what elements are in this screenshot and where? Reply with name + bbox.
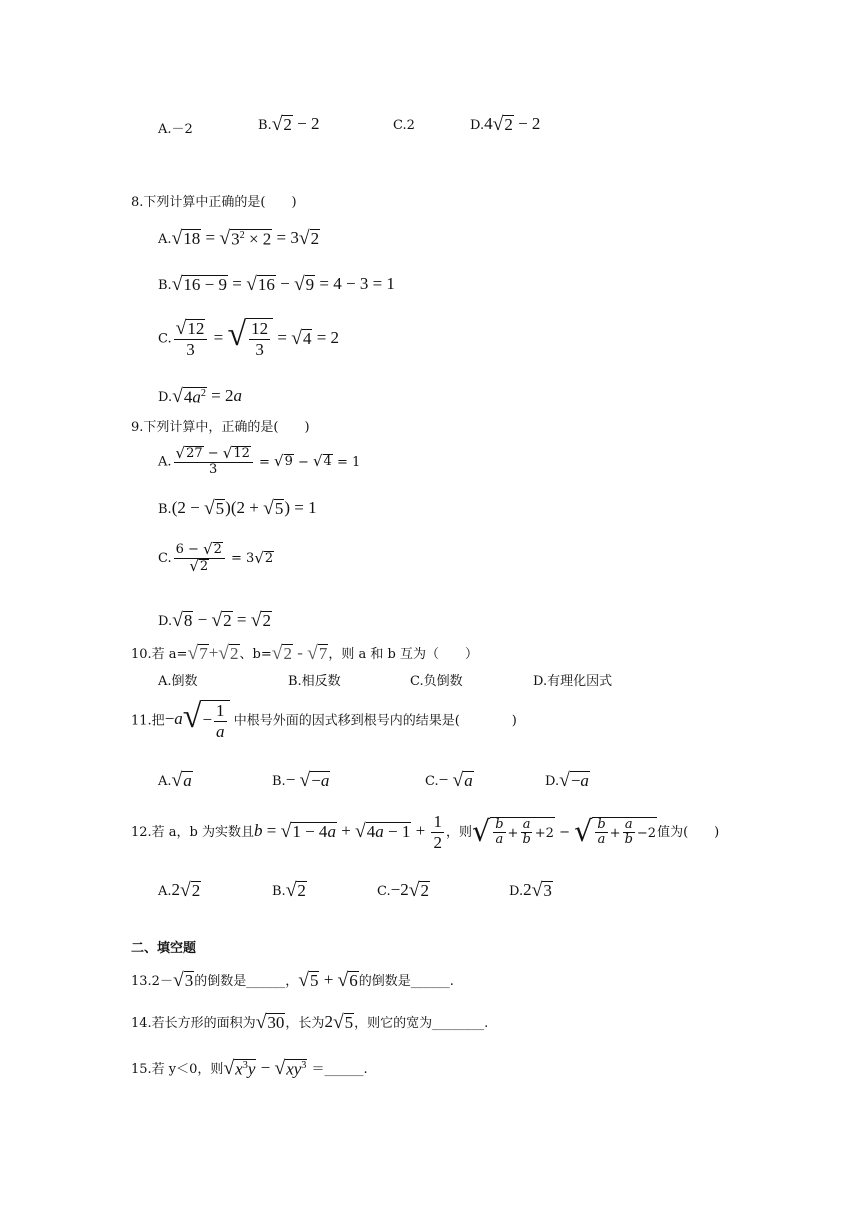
- q7-option-a: A.－2: [158, 122, 193, 137]
- q12-option-a: A.2 √ 2: [158, 880, 201, 902]
- q11-option-d: D. √ −a: [545, 770, 589, 792]
- q10-option-a: A.倒数: [158, 674, 198, 689]
- q8-option-d: D. √ $4a^2$ = 2a: [158, 385, 243, 407]
- q9-option-a: A. √ 27 − √ 12 3 = √ 9 − √ 4 = 1: [158, 444, 361, 478]
- q9-option-b: B.(2 − √ 5 )(2 + √ 5 ) = 1: [158, 498, 317, 520]
- q10-stem: 10.若 a= √ 7 + √ 2 、b= √ 2 - √ 7 ，则 a 和 b 互为（ ）: [131, 643, 478, 665]
- q8-option-a: A. √ 18 = √ $3^2 \times 2$ = 3 √ 2: [158, 227, 320, 250]
- q11-option-a: A. √ a: [158, 770, 192, 792]
- q9-option-d: D. √ 8 − √ 2 = √ 2: [158, 610, 271, 632]
- q9-option-c: C. 6 − √ 2 √ 2 = 3 √ 2: [158, 540, 274, 576]
- q8-stem: 8.下列计算中正确的是( ): [131, 195, 297, 210]
- q10-option-d: D.有理化因式: [533, 674, 613, 689]
- q9-stem: 9.下列计算中，正确的是( ): [131, 420, 310, 435]
- q7-option-d: D.4 √ 2 − 2: [470, 114, 541, 136]
- section-heading: 二、填空题: [131, 941, 197, 956]
- q10-option-c: C.负倒数: [410, 674, 463, 689]
- q11-option-c: C.− √ a: [425, 770, 473, 792]
- q13-stem: 13.2－ √ 3 的倒数是______， √ 5 + √ 6 的倒数是______.: [131, 970, 454, 992]
- q11-option-b: B.− √ −a: [272, 770, 330, 792]
- q15-stem: 15.若 y＜0，则 √ $x^3y$ − √ $xy^3$ ＝______.: [131, 1057, 368, 1079]
- q7-option-c: C.2: [393, 118, 415, 133]
- q11-stem: 11.把−a √ − $\frac{1}{a}$ 中根号外面的因式移到根号内的结果是( ): [131, 698, 517, 741]
- q8-option-b: B. √ 16 − 9 = √ 16 − √ 9 = 4 − 3 = 1: [158, 274, 395, 296]
- q12-option-d: D.2 √ 3: [509, 880, 552, 902]
- q14-stem: 14.若长方形的面积为 √ 30 ，长为2 √ 5 ，则它的宽为________.: [131, 1012, 489, 1034]
- q12-stem: 12.若 a，b 为实数且b = √ 1 − 4a + √ 4a − 1 + $\frac{1}{2}$ ，则 √ $\frac{b}{a}$ + $\frac{a}{b}$ +2 − √ $\frac{b}{a}$ + $\frac{a}{b}$ −2 值为( ): [131, 812, 720, 852]
- q10-option-b: B.相反数: [288, 674, 341, 689]
- q8-option-c: C. √ 12 3 = √ $\frac{12}{3}$ = √ 4 = 2: [158, 316, 340, 359]
- q7-option-b: B. √ 2 − 2: [258, 114, 320, 136]
- q12-option-c: C.−2 √ 2: [377, 880, 429, 902]
- q12-option-b: B. √ 2: [272, 880, 306, 902]
